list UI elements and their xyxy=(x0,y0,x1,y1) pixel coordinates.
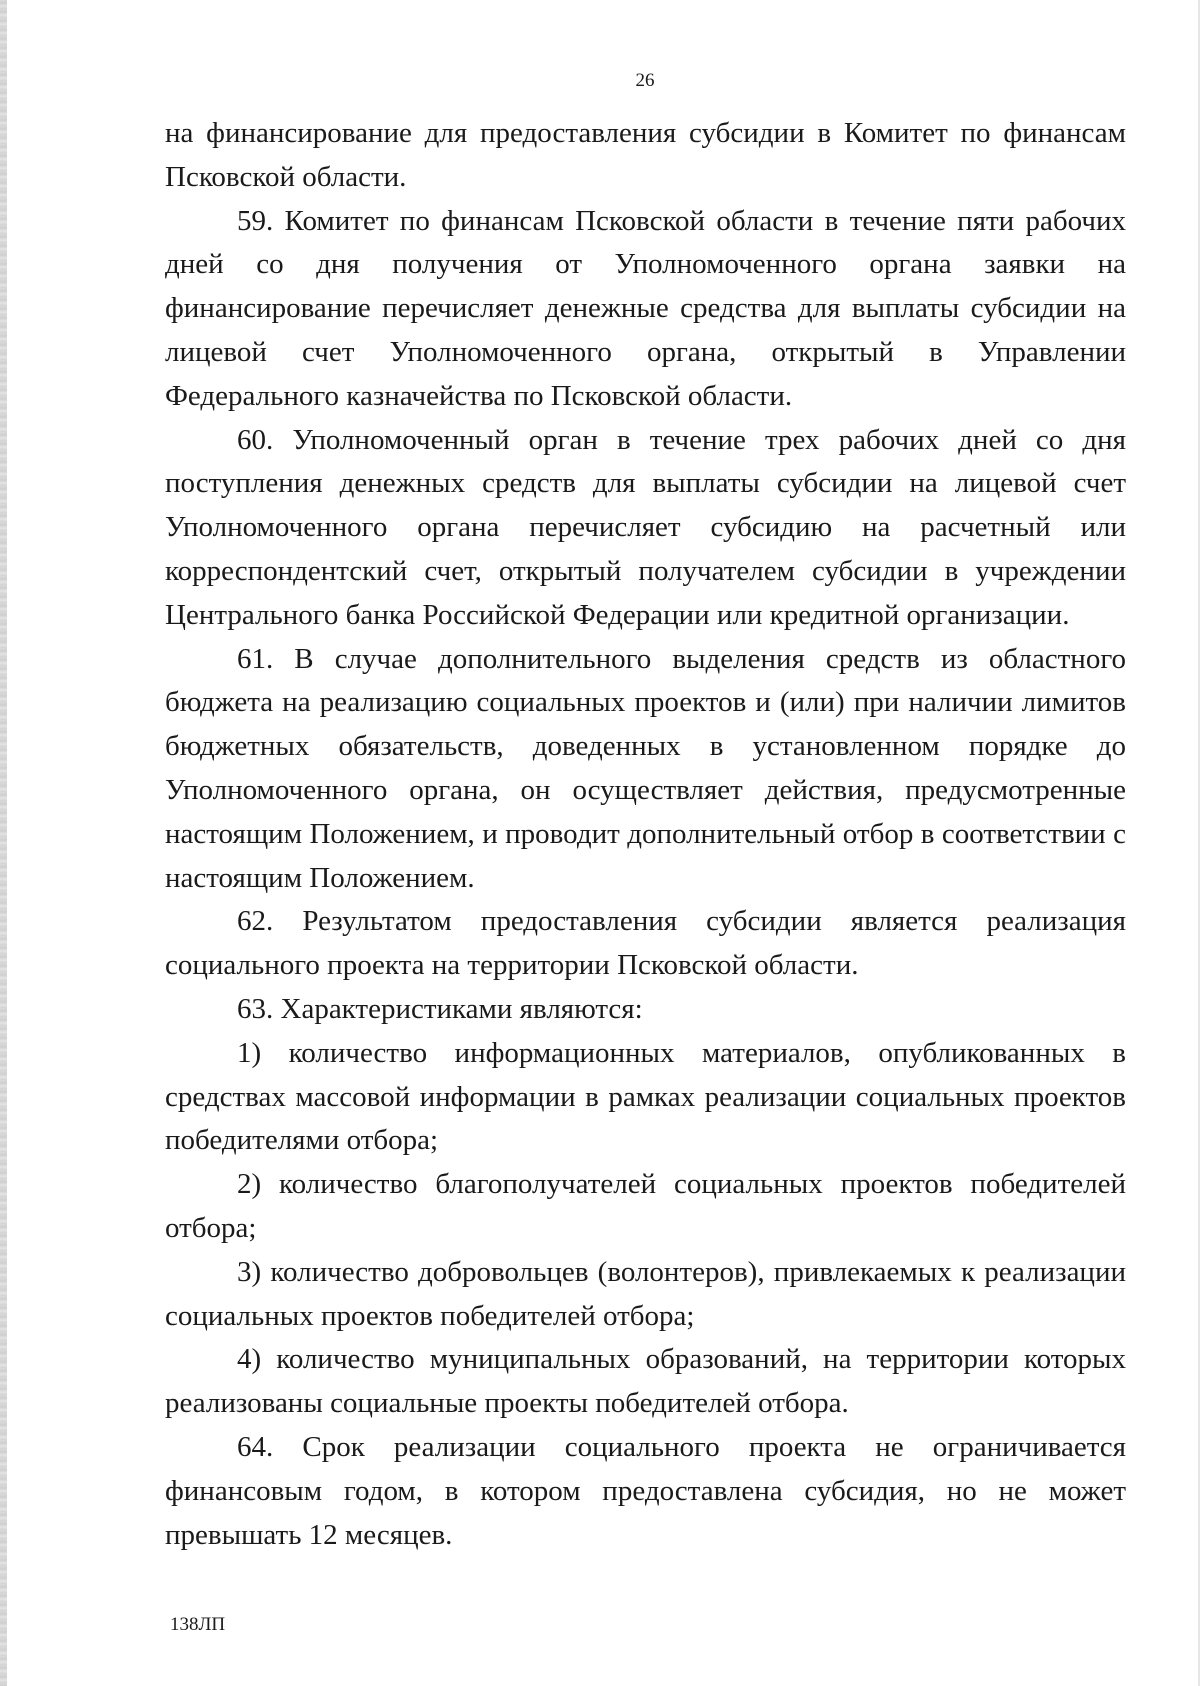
paragraph-60: 60. Уполномоченный орган в течение трех рабочих дней со дня поступления денежных средств для выплаты субсидии на лицевой счет Уполномоченного органа перечисляет субсидию на расчетный или корреспондентский счет, открытый получателем субсидии в учреждении Центрального банка Российской Федерации или кредитной организации. xyxy=(165,423,1126,631)
list-item-4: 4) количество муниципальных образований, на территории которых реализованы социальные проекты победителей отбора. xyxy=(165,1343,1126,1420)
list-item-3: 3) количество добровольцев (волонтеров), привлекаемых к реализации социальных проектов победителей отбора; xyxy=(165,1255,1126,1332)
scan-edge-left xyxy=(0,0,7,1686)
paragraph-63: 63. Характеристиками являются: xyxy=(237,992,643,1025)
paragraph-continuation: на финансирование для предоставления субсидии в Комитет по финансам Псковской области. xyxy=(165,117,1126,193)
list-item-1: 1) количество информационных материалов, опубликованных в средствах массовой информации в рамках реализации социальных проектов победителями отбора; xyxy=(165,1036,1126,1157)
document-code: 138ЛП xyxy=(170,1614,226,1635)
list-item-2: 2) количество благополучателей социальных проектов победителей отбора; xyxy=(165,1168,1126,1244)
paragraph-64: 64. Срок реализации социального проекта не ограничивается финансовым годом, в котором предоставлена субсидия, но не может превышать 12 месяцев. xyxy=(165,1430,1126,1551)
paragraph-62: 62. Результатом предоставления субсидии является реализация социального проекта на территории Псковской области. xyxy=(165,905,1126,982)
document-body xyxy=(165,112,1126,1557)
paragraph-59: 59. Комитет по финансам Псковской области в течение пяти рабочих дней со дня получения от Уполномоченного органа заявки на финансирование перечисляет денежные средства для выплаты субсидии на лицевой счет Уполномоченного органа, открытый в Управлении Федерального казначейства по Псковской области. xyxy=(165,204,1126,412)
paragraph-61: 61. В случае дополнительного выделения средств из областного бюджета на реализацию социальных проектов и (или) при наличии лимитов бюджетных обязательств, доведенных в установленном порядке до Уполномоченного органа, он осуществляет действия, предусмотренные настоящим Положением, и проводит дополнительный отбор в соответствии с настоящим Положением. xyxy=(165,642,1126,894)
page-number: 26 xyxy=(635,70,655,91)
